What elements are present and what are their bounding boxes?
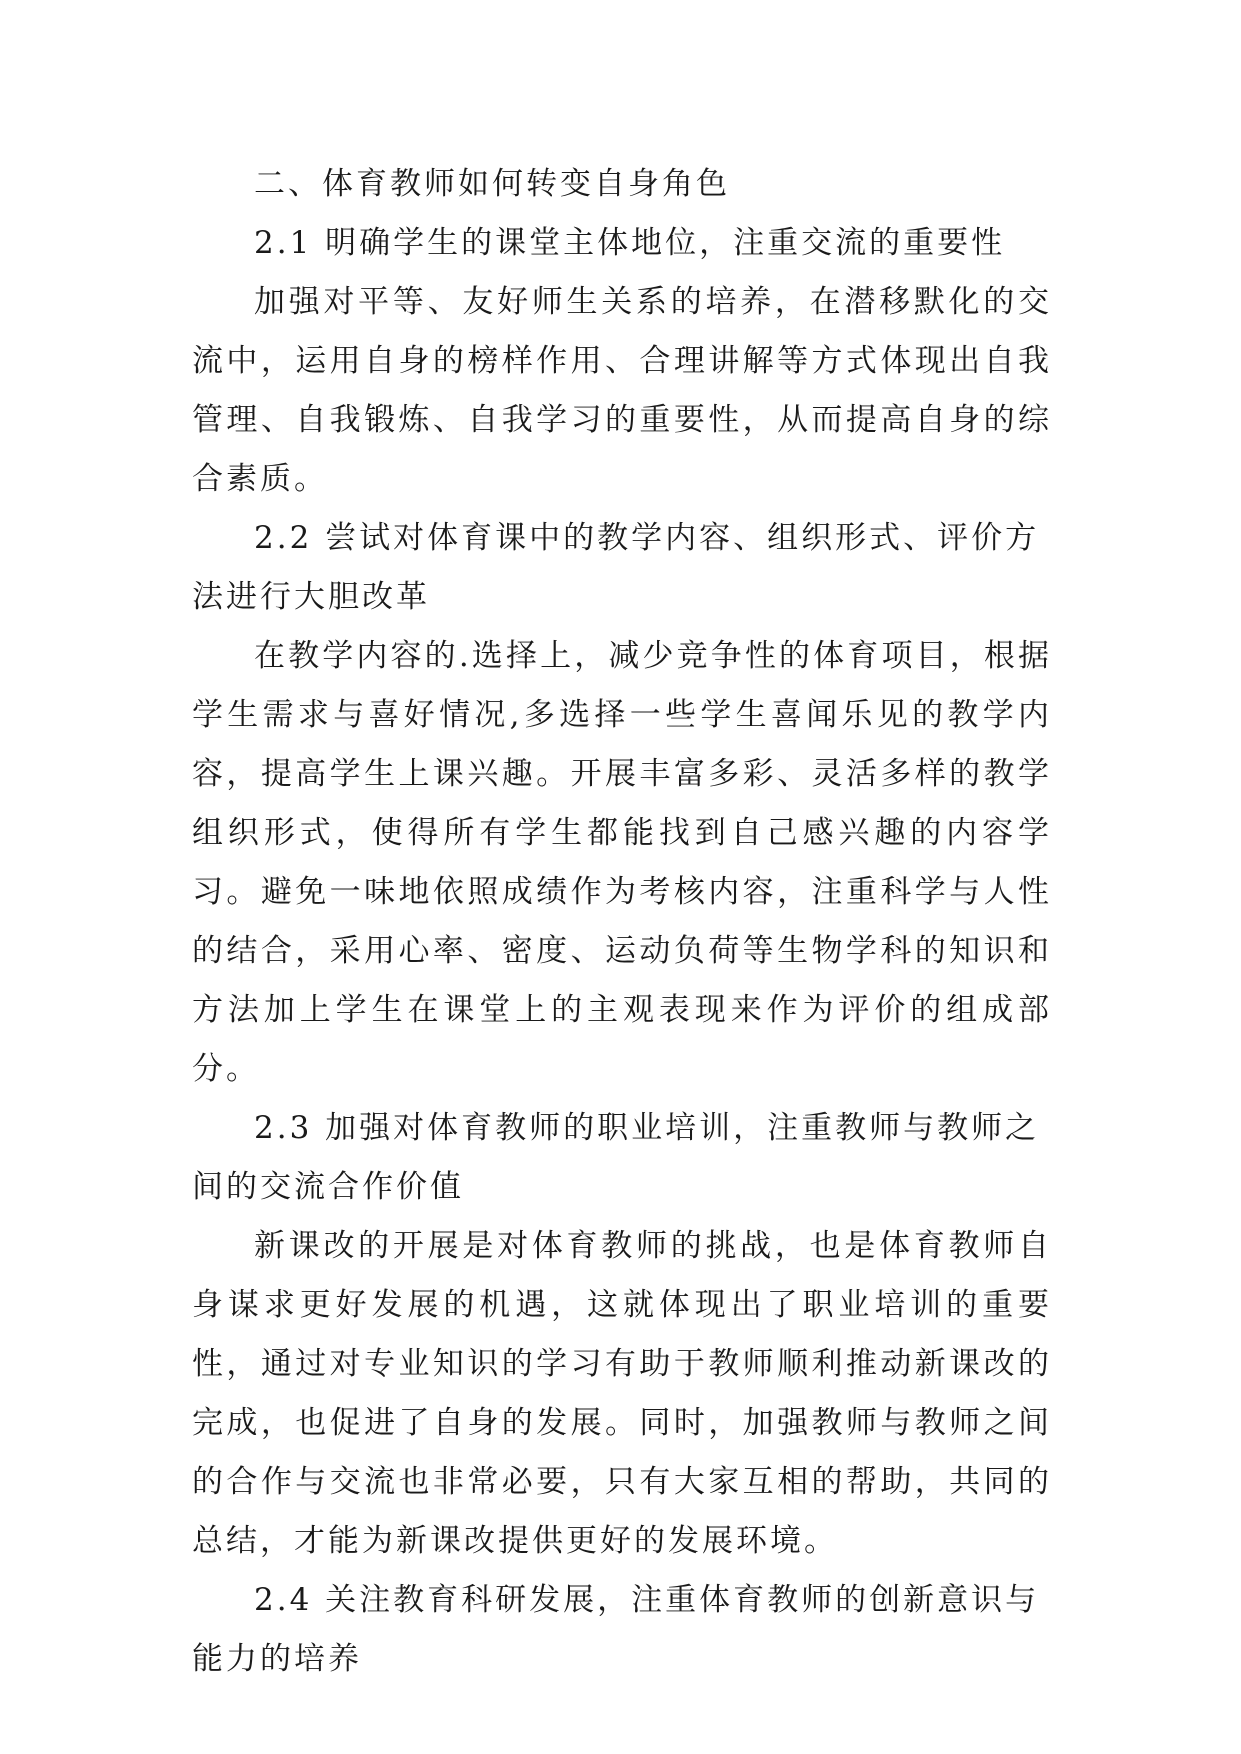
section-title-2-3: 2.3 加强对体育教师的职业培训，注重教师与教师之间的交流合作价值 [192, 1110, 1040, 1205]
section-body-2-1: 加强对平等、友好师生关系的培养，在潜移默化的交流中，运用自身的榜样作用、合理讲解等方式体现出自我管理、自我锻炼、自我学习的重要性，从而提高自身的综合素质。 [192, 284, 1052, 497]
document-page [192, 155, 1052, 1689]
section-body-2-2: 在教学内容的.选择上，减少竞争性的体育项目，根据学生需求与喜好情况,多选择一些学生喜闻乐见的教学内容，提高学生上课兴趣。开展丰富多彩、灵活多样的教学组织形式，使得所有学生都能找到自己感兴趣的内容学习。避免一味地依照成绩作为考核内容，注重科学与人性的结合，采用心率、密度、运动负荷等生物学科的知识和方法加上学生在课堂上的主观表现来作为评价的组成部分。 [192, 638, 1052, 1087]
section-title-2-1: 2.1 明确学生的课堂主体地位，注重交流的重要性 [254, 225, 1006, 261]
section-title-2-4: 2.4 关注教育科研发展，注重体育教师的创新意识与能力的培养 [192, 1582, 1040, 1677]
section-title-2-2: 2.2 尝试对体育课中的教学内容、组织形式、评价方法进行大胆改革 [192, 520, 1040, 615]
section-body-2-3: 新课改的开展是对体育教师的挑战，也是体育教师自身谋求更好发展的机遇，这就体现出了职业培训的重要性，通过对专业知识的学习有助于教师顺利推动新课改的完成，也促进了自身的发展。同时，加强教师与教师之间的合作与交流也非常必要，只有大家互相的帮助，共同的总结，才能为新课改提供更好的发展环境。 [192, 1228, 1052, 1559]
main-heading: 二、体育教师如何转变自身角色 [254, 166, 730, 202]
